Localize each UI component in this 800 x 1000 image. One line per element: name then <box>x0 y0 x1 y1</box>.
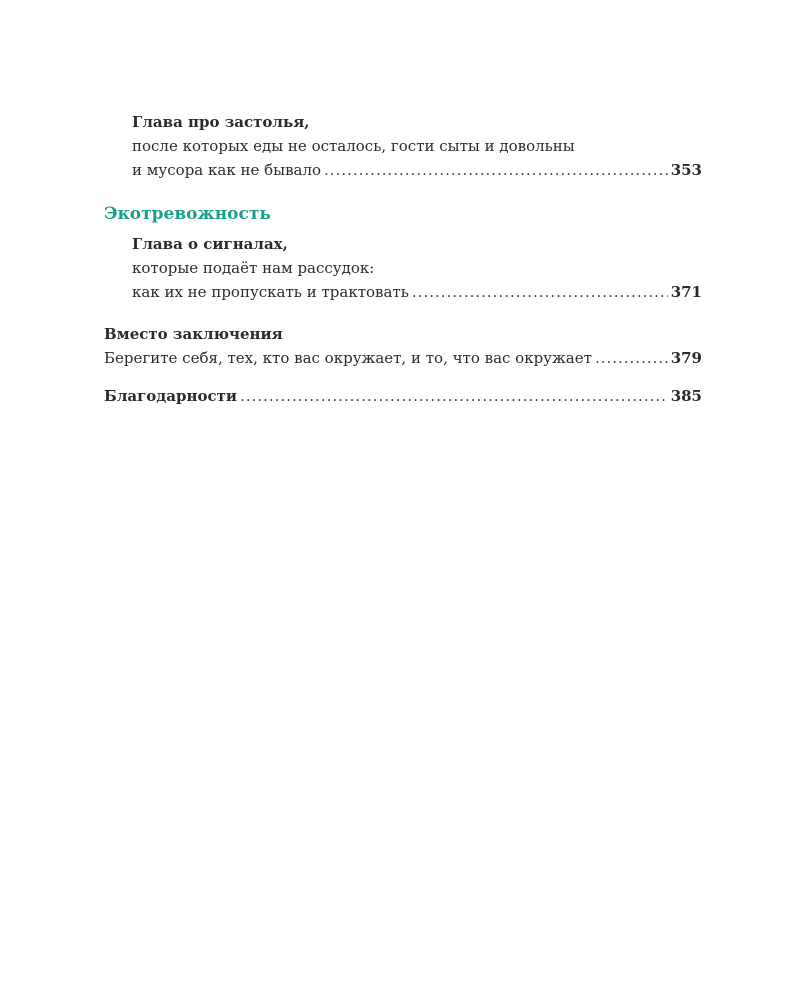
dot-leader <box>324 158 668 182</box>
page-number: 379 <box>670 349 702 367</box>
page-number: 385 <box>670 387 702 405</box>
toc-entry-leader-line <box>132 158 702 182</box>
toc-entry-subtitle: и мусора как не бывало <box>132 161 322 179</box>
toc-entry-subtitle: как их не пропускать и трактовать <box>132 283 409 301</box>
section-title: Экотревожность <box>104 204 271 224</box>
toc-entry-signals <box>104 232 702 304</box>
table-of-contents <box>104 110 702 408</box>
toc-entry-subtitle: Берегите себя, тех, кто вас окружает, и то, что вас окружает <box>104 349 592 367</box>
toc-entry-feasts <box>104 110 702 182</box>
toc-entry-leader-line <box>104 384 702 408</box>
dot-leader <box>595 346 668 370</box>
toc-entry-title: Глава про застолья, <box>132 113 310 131</box>
toc-entry-leader-line <box>132 280 702 304</box>
page-number: 371 <box>670 283 702 301</box>
toc-entry-title: Вместо заключения <box>104 325 283 343</box>
toc-entry-subtitle: которые подаёт нам рассудок: <box>132 259 375 277</box>
toc-entry-conclusion <box>104 322 702 370</box>
dot-leader <box>240 384 668 408</box>
dot-leader <box>412 280 668 304</box>
toc-entry-subtitle: после которых еды не осталось, гости сыты и довольны <box>132 137 575 155</box>
toc-entry-title: Благодарности <box>104 387 238 405</box>
toc-entry-leader-line <box>104 346 702 370</box>
toc-entry-acknowledgements <box>104 384 702 408</box>
page-number: 353 <box>670 161 702 179</box>
toc-entry-title: Глава о сигналах, <box>132 235 288 253</box>
